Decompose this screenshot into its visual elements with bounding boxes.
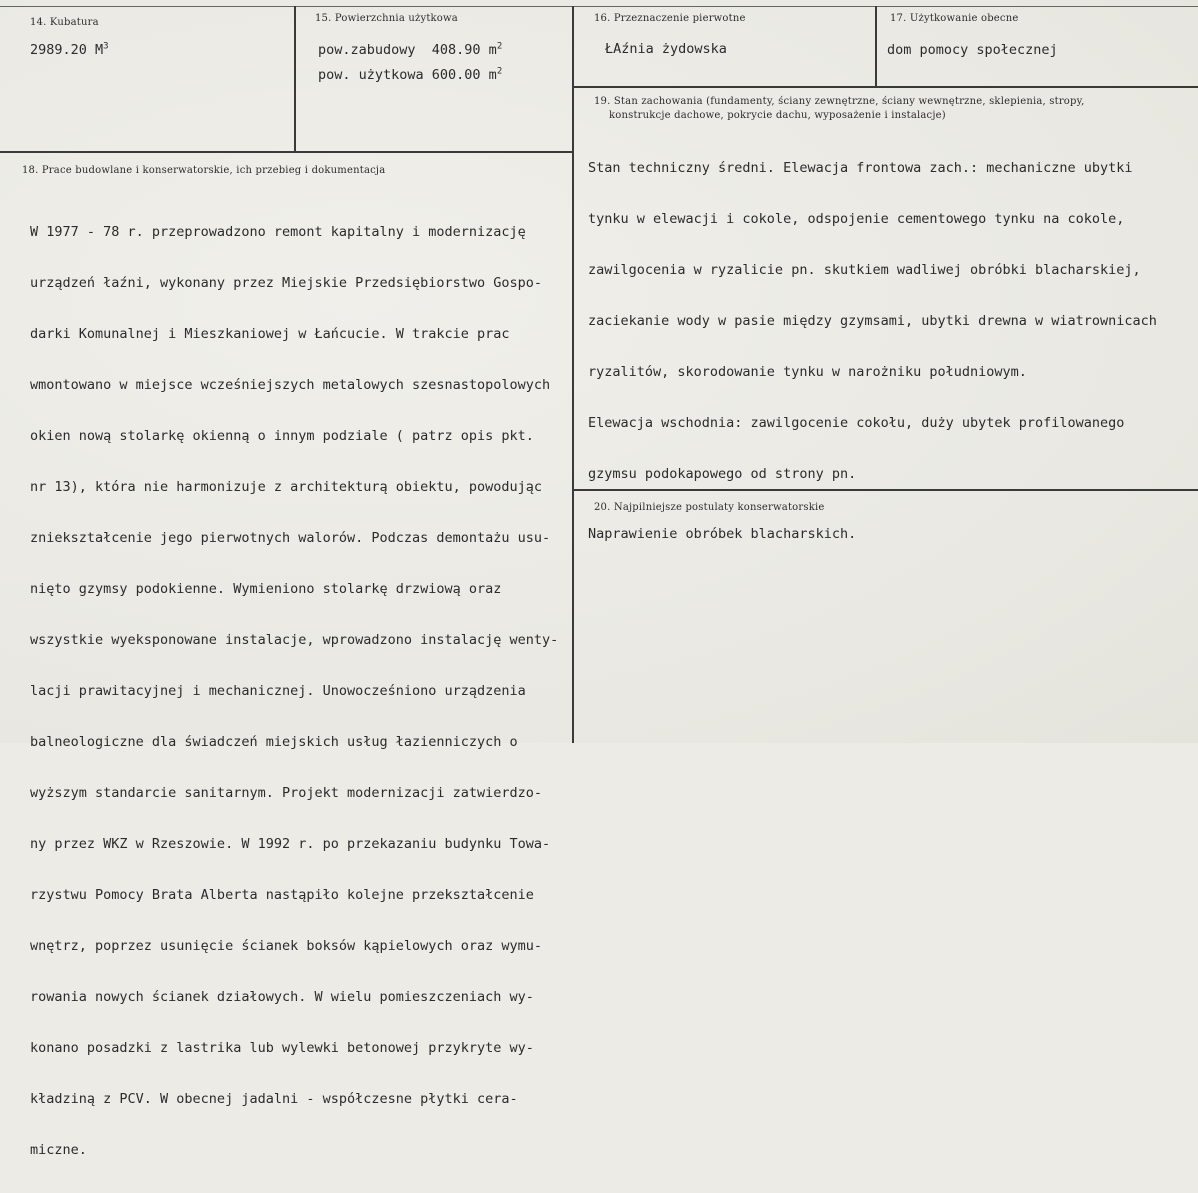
divider-row-16-19 bbox=[573, 86, 1198, 88]
section-16-label: 16. Przeznaczenie pierwotne bbox=[594, 13, 746, 24]
text-line: wszystkie wyeksponowane instalacje, wprowadzono instalację wenty- bbox=[30, 632, 559, 648]
pow-uzytkowa-sup: 2 bbox=[496, 66, 503, 77]
section-20-label: 20. Najpilniejsze postulaty konserwatorskie bbox=[594, 502, 825, 513]
kubatura-unit-sup: 3 bbox=[103, 41, 109, 52]
section-17-label: 17. Użytkowanie obecne bbox=[890, 13, 1019, 24]
pow-zabudowy-text: pow.zabudowy 408.90 m bbox=[318, 42, 497, 58]
text-line: konano posadzki z lastrika lub wylewki betonowej przykryte wy- bbox=[30, 1040, 534, 1056]
section-16-value: ŁAźnia żydowska bbox=[605, 41, 727, 57]
section-15-line1 bbox=[318, 42, 502, 59]
text-line: wnętrz, poprzez usunięcie ścianek boksów kąpielowych oraz wymu- bbox=[30, 938, 543, 954]
text-line: nr 13), która nie harmonizuje z architekturą obiektu, powodując bbox=[30, 479, 543, 495]
text-line: zawilgocenia w ryzalicie pn. skutkiem wadliwej obróbki blacharskiej, bbox=[588, 262, 1141, 278]
text-line: rzystwu Pomocy Brata Alberta nastąpiło kolejne przekształcenie bbox=[30, 887, 534, 903]
text-line: okien nową stolarkę okienną o innym podziale ( patrz opis pkt. bbox=[30, 428, 534, 444]
section-19-text bbox=[588, 126, 1157, 517]
text-line: nięto gzymsy podokienne. Wymieniono stolarkę drzwiową oraz bbox=[30, 581, 502, 597]
text-line: wmontowano w miejsce wcześniejszych metalowych szesnastopolowych bbox=[30, 377, 551, 393]
section-15-line2 bbox=[318, 67, 502, 84]
section-18-label: 18. Prace budowlane i konserwatorskie, ich przebieg i dokumentacja bbox=[22, 165, 386, 176]
kubatura-value: 2989.20 M bbox=[30, 42, 104, 58]
text-line: balneologiczne dla świadczeń miejskich usług łazienniczych o bbox=[30, 734, 518, 750]
section-14-value bbox=[30, 42, 109, 59]
text-line: zaciekanie wody w pasie między gzymsami, ubytki drewna w wiatrownicach bbox=[588, 313, 1157, 329]
section-19-label: 19. Stan zachowania (fundamenty, ściany zewnętrzne, ściany wewnętrzne, sklepienia, stropy, bbox=[594, 96, 1085, 107]
divider-row-15-18 bbox=[0, 151, 573, 153]
divider-15-16 bbox=[572, 6, 574, 743]
pow-zabudowy-sup: 2 bbox=[496, 41, 503, 52]
section-20-value: Naprawienie obróbek blacharskich. bbox=[588, 526, 857, 542]
section-14-label: 14. Kubatura bbox=[30, 17, 99, 28]
divider-14-15 bbox=[294, 6, 296, 151]
text-line: ny przez WKZ w Rzeszowie. W 1992 r. po przekazaniu budynku Towa- bbox=[30, 836, 551, 852]
text-line: gzymsu podokapowego od strony pn. bbox=[588, 466, 857, 482]
section-17-value: dom pomocy społecznej bbox=[887, 42, 1058, 58]
top-border bbox=[0, 6, 1198, 7]
section-18-text bbox=[30, 190, 558, 1193]
text-line: Elewacja wschodnia: zawilgocenie cokołu, duży ubytek profilowanego bbox=[588, 415, 1125, 431]
text-line: wyższym standarcie sanitarnym. Projekt modernizacji zatwierdzo- bbox=[30, 785, 543, 801]
text-line: urządzeń łaźni, wykonany przez Miejskie Przedsiębiorstwo Gospo- bbox=[30, 275, 543, 291]
text-line: miczne. bbox=[30, 1142, 87, 1158]
section-15-label: 15. Powierzchnia użytkowa bbox=[315, 13, 458, 24]
text-line: W 1977 - 78 r. przeprowadzono remont kapitalny i modernizację bbox=[30, 224, 526, 240]
divider-16-17 bbox=[875, 6, 877, 86]
text-line: darki Komunalnej i Mieszkaniowej w Łańcucie. W trakcie prac bbox=[30, 326, 510, 342]
text-line: tynku w elewacji i cokole, odspojenie cementowego tynku na cokole, bbox=[588, 211, 1125, 227]
text-line: lacji prawitacyjnej i mechanicznej. Unowocześniono urządzenia bbox=[30, 683, 526, 699]
text-line: rowania nowych ścianek działowych. W wielu pomieszczeniach wy- bbox=[30, 989, 534, 1005]
section-19-label-cont: konstrukcje dachowe, pokrycie dachu, wyposażenie i instalacje) bbox=[609, 110, 946, 121]
pow-uzytkowa-text: pow. użytkowa 600.00 m bbox=[318, 67, 497, 83]
text-line: Stan techniczny średni. Elewacja frontowa zach.: mechaniczne ubytki bbox=[588, 160, 1133, 176]
text-line: ryzalitów, skorodowanie tynku w narożniku południowym. bbox=[588, 364, 1027, 380]
text-line: zniekształcenie jego pierwotnych walorów. Podczas demontażu usu- bbox=[30, 530, 551, 546]
text-line: kładziną z PCV. W obecnej jadalni - współczesne płytki cera- bbox=[30, 1091, 518, 1107]
